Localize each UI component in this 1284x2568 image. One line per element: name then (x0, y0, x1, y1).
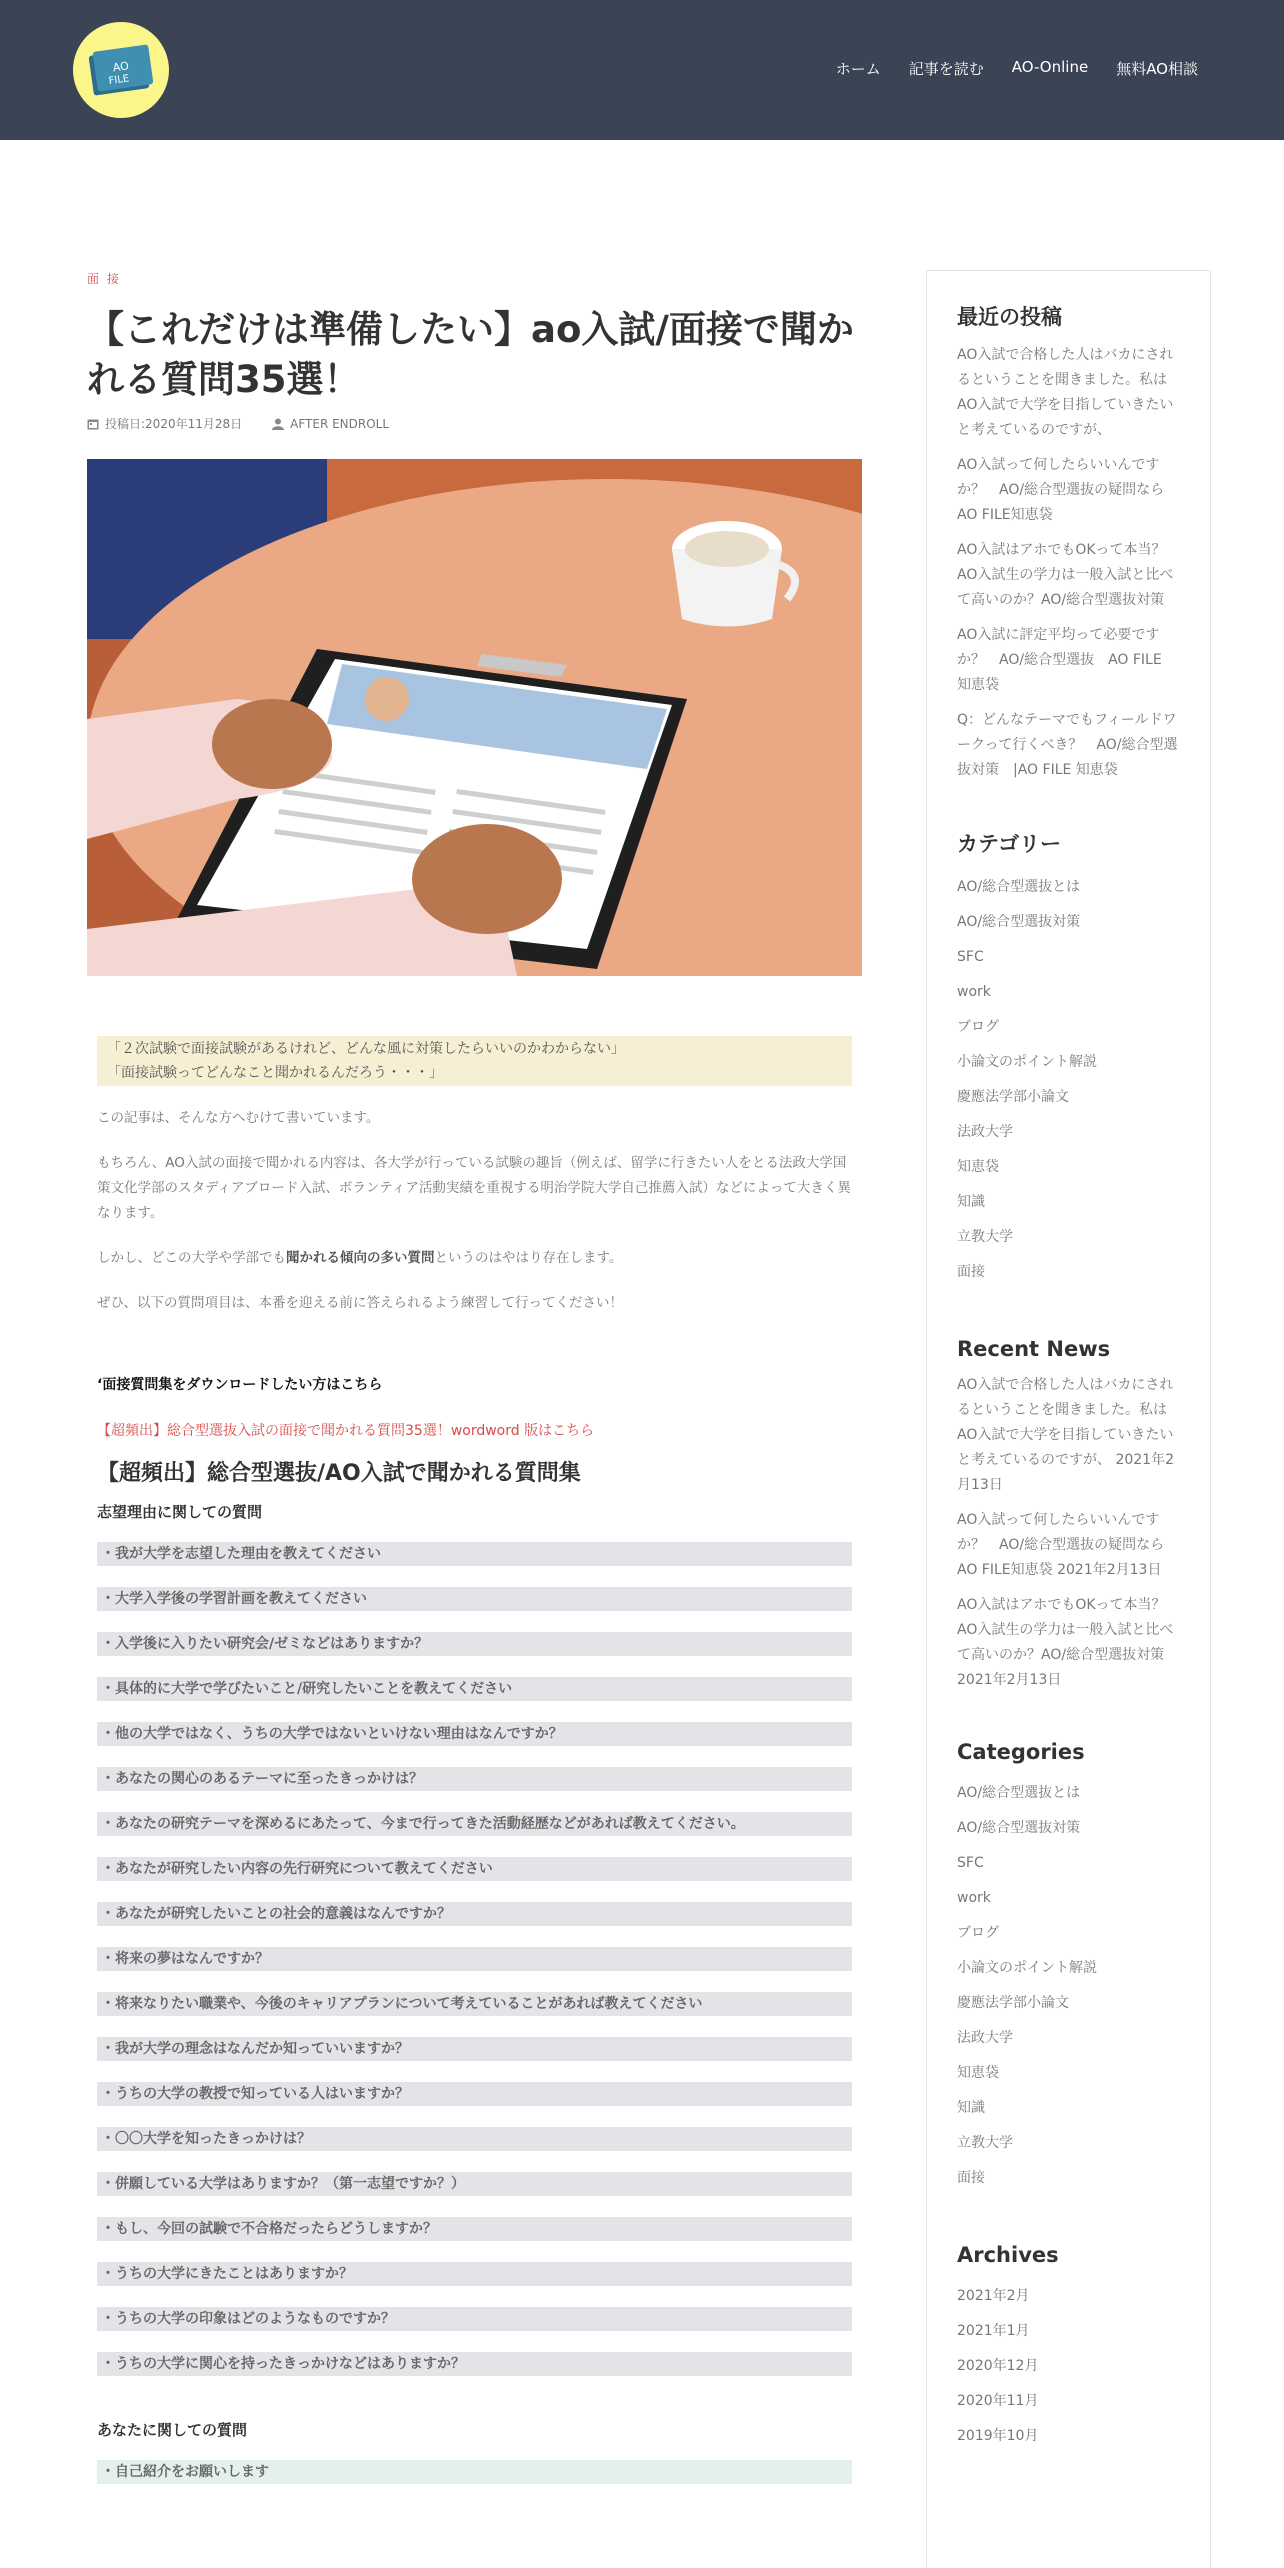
archives-title: Archives (957, 2243, 1059, 2267)
paragraph: もちろん、AO入試の面接で聞かれる内容は、各大学が行っている試験の趣旨（例えば、留学に行きたい人をとる法政大学国策文化学部のスタディアブロード入試、ボランティア活動実績を重視する明治学院大学自己推薦入試）などによって大きく異なります。 (97, 1155, 851, 1221)
download-link[interactable]: 【超頻出】総合型選抜入試の面接で聞かれる質問35選！wordword 版はこちら (97, 1423, 595, 1439)
question-item: ・あなたが研究したいことの社会的意義はなんですか？ (97, 1902, 852, 1926)
svg-text:AO: AO (111, 59, 130, 75)
question-item: ・将来の夢はなんですか？ (97, 1947, 852, 1971)
recent-posts-title: 最近の投稿 (957, 305, 1062, 329)
recent-news-date: 2021年2月13日 (957, 1452, 1174, 1493)
nav-free-consult[interactable]: 無料AO相談 (1116, 60, 1198, 78)
category-link[interactable]: AO/総合型選抜対策 (957, 914, 1081, 930)
archive-link[interactable]: 2021年1月 (957, 2323, 1030, 2339)
category-link[interactable]: 面接 (957, 2170, 985, 2186)
question-item: ・うちの大学の教授で知っている人はいますか？ (97, 2082, 852, 2106)
post-category-link[interactable]: 面 接 (87, 272, 121, 286)
recent-news-item (957, 1508, 1180, 1583)
post-meta (87, 415, 862, 432)
recent-post-link[interactable]: AO入試はアホでもOKって本当？AO入試生の学力は一般入試と比べて高いのか？AO/総合型選抜対策 (957, 542, 1174, 608)
categories-en-list (957, 1776, 1180, 2196)
archive-link[interactable]: 2019年10月 (957, 2428, 1039, 2444)
category-link[interactable]: work (957, 1890, 991, 1906)
question-item: ・うちの大学にきたことはありますか？ (97, 2262, 852, 2286)
recent-news-title: Recent News (957, 1337, 1111, 1361)
nav-home[interactable]: ホーム (835, 60, 881, 78)
category-link[interactable]: work (957, 984, 991, 1000)
subsection-title: 志望理由に関しての質問 (97, 1503, 263, 1521)
category-link[interactable]: SFC (957, 949, 984, 965)
category-link[interactable]: 慶應法学部小論文 (957, 1995, 1069, 2011)
svg-text:FILE: FILE (107, 73, 130, 88)
calendar-icon (87, 418, 99, 430)
question-item: ・入学後に入りたい研究会/ゼミなどはありますか？ (97, 1632, 852, 1656)
question-item: ・他の大学ではなく、うちの大学ではないといけない理由はなんですか？ (97, 1722, 852, 1746)
highlight-line: 「面接試験ってどんなこと聞かれるんだろう・・・」 (107, 1065, 443, 1081)
category-link[interactable]: 立教大学 (957, 1229, 1013, 1245)
section-title: 【超頻出】総合型選抜/AO入試で聞かれる質問集 (97, 1461, 581, 1486)
question-item: ・我が大学を志望した理由を教えてください (97, 1542, 852, 1566)
post-title: 【これだけは準備したい】ao入試/面接で聞かれる質問35選！ (87, 308, 854, 401)
paragraph: ぜひ、以下の質問項目は、本番を迎える前に答えられるよう練習して行ってください！ (97, 1295, 623, 1311)
archive-link[interactable]: 2020年11月 (957, 2393, 1039, 2409)
hero-image (87, 459, 862, 976)
question-item: ・〇〇大学を知ったきっかけは？ (97, 2127, 852, 2151)
category-link[interactable]: 法政大学 (957, 2030, 1013, 2046)
recent-news-link[interactable]: AO入試はアホでもOKって本当？AO入試生の学力は一般入試と比べて高いのか？AO/総合型選抜対策 (957, 1597, 1174, 1663)
recent-news-link[interactable]: AO入試って何したらいいんですか？ AO/総合型選抜の疑問ならAO FILE知恵袋 (957, 1512, 1165, 1578)
category-link[interactable]: 知識 (957, 2100, 985, 2116)
download-heading: ‘面接質問集をダウンロードしたい方はこちら (97, 1377, 383, 1393)
site-logo[interactable] (73, 22, 169, 118)
category-link[interactable]: 面接 (957, 1264, 985, 1280)
paragraph: この記事は、そんな方へむけて書いています。 (97, 1110, 380, 1126)
question-item: ・大学入学後の学習計画を教えてください (97, 1587, 852, 1611)
category-link[interactable]: 立教大学 (957, 2135, 1013, 2151)
archive-link[interactable]: 2020年12月 (957, 2358, 1039, 2374)
recent-post-link[interactable]: AO入試って何したらいいんですか？ AO/総合型選抜の疑問ならAO FILE知恵袋 (957, 457, 1165, 523)
category-link[interactable]: ブログ (957, 1019, 999, 1035)
recent-news-item (957, 1373, 1180, 1498)
question-item: ・将来なりたい職業や、今後のキャリアプランについて考えていることがあれば教えてください (97, 1992, 852, 2016)
category-link[interactable]: 知恵袋 (957, 1159, 999, 1175)
bold-phrase: 聞かれる傾向の多い質問 (286, 1250, 435, 1266)
question-list (97, 2460, 852, 2484)
post-date: 投稿日:2020年11月28日 (105, 417, 243, 431)
nav-articles[interactable]: 記事を読む (908, 60, 984, 78)
question-item: ・うちの大学に関心を持ったきっかけなどはありますか？ (97, 2352, 852, 2376)
subsection-title: あなたに関しての質問 (97, 2421, 248, 2439)
main-content (87, 270, 862, 2505)
categories-en-title: Categories (957, 1740, 1085, 1764)
question-item: ・あなたの関心のあるテーマに至ったきっかけは？ (97, 1767, 852, 1791)
main-nav (836, 58, 1198, 79)
categories-title: カテゴリー (957, 832, 1062, 856)
recent-news-date: 2021年2月13日 (1057, 1562, 1162, 1578)
category-link[interactable]: 知恵袋 (957, 2065, 999, 2081)
recent-post-link[interactable]: AO入試に評定平均って必要ですか？ AO/総合型選抜 AO FILE 知恵袋 (957, 627, 1162, 693)
recent-news-date: 2021年2月13日 (957, 1672, 1062, 1688)
question-item: ・あなたの研究テーマを深めるにあたって、今まで行ってきた活動経歴などがあれば教えてください。 (97, 1812, 852, 1836)
sidebar (926, 270, 1211, 2568)
question-item: ・うちの大学の印象はどのようなものですか？ (97, 2307, 852, 2331)
question-list (97, 1542, 852, 2376)
question-item: ・もし、今回の試験で不合格だったらどうしますか？ (97, 2217, 852, 2241)
question-item: ・あなたが研究したい内容の先行研究について教えてください (97, 1857, 852, 1881)
post-author[interactable]: AFTER ENDROLL (290, 416, 390, 431)
recent-news-list (957, 1373, 1180, 1693)
category-link[interactable]: 法政大学 (957, 1124, 1013, 1140)
category-link[interactable]: SFC (957, 1855, 984, 1871)
categories-list (957, 870, 1180, 1290)
archive-link[interactable]: 2021年2月 (957, 2288, 1030, 2304)
category-link[interactable]: 慶應法学部小論文 (957, 1089, 1069, 1105)
category-link[interactable]: 小論文のポイント解説 (957, 1960, 1097, 1976)
archives-list (957, 2279, 1180, 2454)
nav-ao-online[interactable]: AO-Online (1011, 58, 1089, 76)
category-link[interactable]: AO/総合型選抜とは (957, 1785, 1081, 1801)
recent-news-link[interactable]: AO入試で合格した人はバカにされるということを聞きました。私はAO入試で大学を目指していきたいと考えているのですが、 (957, 1377, 1174, 1468)
question-item: ・具体的に大学で学びたいこと/研究したいことを教えてください (97, 1677, 852, 1701)
category-link[interactable]: ブログ (957, 1925, 999, 1941)
site-header (0, 0, 1284, 140)
category-link[interactable]: AO/総合型選抜対策 (957, 1820, 1081, 1836)
folder-logo-icon (87, 42, 155, 98)
recent-post-link[interactable]: AO入試で合格した人はバカにされるということを聞きました。私はAO入試で大学を目指していきたいと考えているのですが、 (957, 347, 1174, 438)
question-item: ・併願している大学はありますか？（第一志望ですか？） (97, 2172, 852, 2196)
recent-post-link[interactable]: Q：どんなテーマでもフィールドワークって行くべき？ AO/総合型選抜対策 |AO FILE 知恵袋 (957, 712, 1178, 778)
category-link[interactable]: 知識 (957, 1194, 985, 1210)
category-link[interactable]: AO/総合型選抜とは (957, 879, 1081, 895)
recent-news-item (957, 1593, 1180, 1693)
article-body (97, 1036, 852, 2484)
question-item: ・自己紹介をお願いします (97, 2460, 852, 2484)
paragraph: しかし、どこの大学や学部でも聞かれる傾向の多い質問というのはやはり存在します。 (97, 1250, 623, 1266)
question-item: ・我が大学の理念はなんだか知っていいますか？ (97, 2037, 852, 2061)
user-icon (272, 418, 284, 430)
highlight-line: 「２次試験で面接試験があるけれど、どんな風に対策したらいいのかわからない」 (107, 1041, 625, 1057)
recent-posts-list (957, 343, 1180, 783)
category-link[interactable]: 小論文のポイント解説 (957, 1054, 1097, 1070)
highlight-box (97, 1036, 852, 1086)
